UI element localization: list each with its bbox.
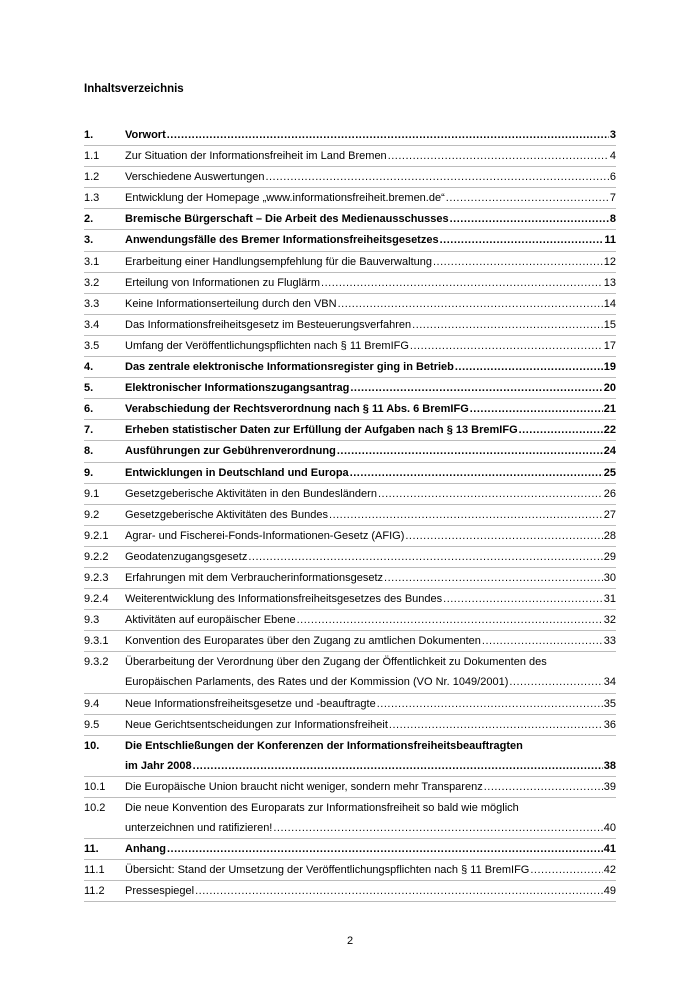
toc-entry-title: Keine Informationserteilung durch den VBN	[125, 297, 337, 310]
toc-entry[interactable]	[84, 146, 616, 167]
toc-entry-page: 26	[603, 487, 616, 500]
toc-entry-number: 11.	[84, 843, 99, 856]
toc-entry-page: 13	[603, 276, 616, 289]
toc-entry-page: 28	[603, 529, 616, 542]
toc-entry-title: Anwendungsfälle des Bremer Informationsfreiheitsgesetzes	[125, 234, 439, 247]
page-title: Inhaltsverzeichnis	[84, 83, 184, 95]
toc-entry-title: Vorwort	[125, 129, 166, 141]
toc-entry[interactable]	[84, 568, 616, 589]
toc-entry-number: 8.	[84, 445, 94, 458]
toc-entry[interactable]	[84, 777, 616, 798]
toc-entry-title: unterzeichnen und ratifizieren!	[125, 822, 273, 835]
dot-leader	[377, 697, 603, 711]
toc-entry-title: Das Informationsfreiheitsgesetz im Besteuerungsverfahren	[125, 318, 412, 331]
toc-entry[interactable]	[84, 652, 616, 672]
toc-entry-number: 3.1	[84, 255, 100, 268]
toc-entry-number: 9.4	[84, 697, 100, 710]
toc-entry-page: 24	[603, 445, 616, 458]
dot-leader	[450, 212, 609, 226]
toc-entry[interactable]	[84, 715, 616, 736]
dot-leader	[433, 255, 603, 269]
toc-entry[interactable]	[84, 589, 616, 610]
toc-entry[interactable]	[84, 756, 616, 777]
dot-leader	[338, 297, 603, 311]
toc-entry[interactable]	[84, 463, 616, 484]
dot-leader	[530, 863, 602, 877]
toc-entry[interactable]	[84, 631, 616, 652]
toc-entry-title: Zur Situation der Informationsfreiheit im Land Bremen	[125, 150, 387, 163]
toc-entry-page: 39	[603, 780, 616, 793]
toc-entry-number: 9.2	[84, 508, 100, 521]
toc-entry-title: Anhang	[125, 843, 166, 856]
dot-leader	[509, 675, 602, 689]
toc-entry-number: 9.	[84, 466, 94, 479]
dot-leader	[195, 884, 603, 898]
toc-entry-title: Aktivitäten auf europäischer Ebene	[125, 614, 296, 627]
toc-entry-title: Gesetzgeberische Aktivitäten des Bundes	[125, 508, 329, 521]
toc-entry-page: 8	[609, 213, 616, 226]
dot-leader	[482, 634, 603, 648]
toc-entry-page: 4	[609, 150, 616, 163]
dot-leader	[265, 170, 608, 184]
toc-entry[interactable]	[84, 294, 616, 315]
toc-entry-number: 9.2.1	[84, 529, 109, 542]
dot-leader	[484, 780, 603, 794]
toc-entry-title: Weiterentwicklung des Informationsfreiheitsgesetzes des Bundes	[125, 593, 443, 606]
dot-leader	[378, 487, 603, 501]
toc-entry-page: 3	[609, 129, 616, 141]
toc-entry[interactable]	[84, 252, 616, 273]
toc-entry-number: 2.	[84, 213, 94, 226]
toc-entry-number: 3.3	[84, 297, 100, 310]
toc-entry[interactable]	[84, 736, 616, 756]
dot-leader	[273, 821, 602, 835]
toc-entry-number: 4.	[84, 361, 94, 374]
toc-entry-number: 9.3	[84, 614, 100, 627]
toc-entry-page: 22	[603, 424, 616, 437]
toc-entry-page: 19	[603, 361, 616, 374]
toc-entry-page: 30	[603, 571, 616, 584]
toc-entry-number: 10.2	[84, 802, 106, 814]
toc-entry[interactable]	[84, 441, 616, 462]
toc-entry-page: 36	[603, 718, 616, 731]
toc-entry[interactable]	[84, 818, 616, 839]
dot-leader	[440, 233, 604, 247]
dot-leader	[297, 613, 603, 627]
dot-leader	[350, 466, 603, 480]
toc-entry[interactable]	[84, 798, 616, 818]
toc-entry-title: Erarbeitung einer Handlungsempfehlung für die Bauverwaltung	[125, 255, 432, 268]
toc-entry-title: Erheben statistischer Daten zur Erfüllung der Aufgaben nach § 13 BremIFG	[125, 424, 518, 437]
dot-leader	[389, 718, 603, 732]
toc-entry-page: 17	[603, 339, 616, 352]
toc-entry[interactable]	[84, 420, 616, 441]
toc-entry[interactable]	[84, 273, 616, 294]
toc-entry[interactable]	[84, 839, 616, 860]
toc-entry-number: 1.3	[84, 192, 100, 205]
toc-entry-title: Überarbeitung der Verordnung über den Zugang der Öffentlichkeit zu Dokumenten des	[125, 656, 547, 669]
toc-entry-page: 6	[609, 171, 616, 184]
toc-entry-page: 29	[603, 550, 616, 563]
toc-entry-number: 9.1	[84, 487, 100, 500]
toc-entry-page: 42	[603, 864, 616, 877]
toc-entry-title: Verabschiedung der Rechtsverordnung nach § 11 Abs. 6 BremIFG	[125, 403, 469, 416]
toc-entry[interactable]	[84, 336, 616, 357]
dot-leader	[412, 318, 603, 332]
toc-entry-title: Entwicklungen in Deutschland und Europa	[125, 466, 349, 479]
toc-entry-number: 3.	[84, 234, 94, 247]
toc-entry[interactable]	[84, 881, 616, 902]
toc-entry-number: 10.1	[84, 780, 106, 793]
toc-entry-number: 11.2	[84, 885, 105, 898]
toc-entry[interactable]	[84, 357, 616, 378]
toc-entry-number: 1.1	[84, 150, 100, 163]
table-of-contents	[84, 125, 616, 902]
toc-entry-title: Übersicht: Stand der Umsetzung der Veröffentlichungspflichten nach § 11 BremIFG	[125, 864, 530, 877]
dot-leader	[455, 360, 603, 374]
toc-entry-number: 6.	[84, 403, 94, 416]
dot-leader	[193, 759, 603, 773]
dot-leader	[519, 423, 603, 437]
toc-entry[interactable]	[84, 209, 616, 230]
toc-entry-number: 1.	[84, 129, 94, 141]
toc-entry[interactable]	[84, 378, 616, 399]
toc-entry-number: 9.2.3	[84, 571, 109, 584]
toc-entry-page: 7	[609, 192, 616, 205]
dot-leader	[470, 402, 603, 416]
toc-entry[interactable]	[84, 188, 616, 209]
toc-entry-page: 21	[603, 403, 616, 416]
dot-leader	[337, 444, 603, 458]
toc-entry-title: Elektronischer Informationszugangsantrag	[125, 382, 350, 395]
toc-entry[interactable]	[84, 860, 616, 881]
toc-entry-title: Umfang der Veröffentlichungspflichten nach § 11 BremIFG	[125, 339, 409, 352]
toc-entry-number: 11.1	[84, 864, 105, 877]
toc-entry-number: 3.4	[84, 318, 100, 331]
toc-entry[interactable]	[84, 167, 616, 188]
toc-entry-number: 3.2	[84, 276, 100, 289]
toc-entry-page: 32	[603, 614, 616, 627]
toc-entry-title: Die Europäische Union braucht nicht weniger, sondern mehr Transparenz	[125, 780, 483, 793]
toc-entry-number: 10.	[84, 739, 100, 752]
toc-entry-title: Ausführungen zur Gebührenverordnung	[125, 445, 336, 458]
toc-entry-number: 9.5	[84, 718, 100, 731]
toc-entry-page: 49	[603, 885, 616, 898]
toc-entry-number: 9.2.2	[84, 550, 109, 563]
toc-entry-title: im Jahr 2008	[125, 759, 192, 772]
toc-entry-page: 27	[603, 508, 616, 521]
dot-leader	[167, 128, 609, 142]
page-number: 2	[346, 935, 354, 947]
toc-entry-title: Neue Informationsfreiheitsgesetze und -beauftragte	[125, 697, 376, 710]
toc-entry-title: Neue Gerichtsentscheidungen zur Informationsfreiheit	[125, 718, 388, 731]
toc-entry-page: 40	[603, 822, 616, 835]
dot-leader	[405, 529, 602, 543]
toc-entry-page: 34	[603, 676, 616, 689]
toc-entry-number: 9.2.4	[84, 593, 109, 606]
toc-entry[interactable]	[84, 230, 616, 251]
toc-entry-title: Konvention des Europarates über den Zugang zu amtlichen Dokumenten	[125, 635, 481, 648]
toc-entry[interactable]	[84, 547, 616, 568]
toc-entry-page: 35	[603, 697, 616, 710]
toc-entry-title: Gesetzgeberische Aktivitäten in den Bundesländern	[125, 487, 377, 500]
toc-entry-number: 1.2	[84, 171, 100, 184]
dot-leader	[248, 550, 602, 564]
toc-entry[interactable]	[84, 505, 616, 526]
toc-entry-title: Die Entschließungen der Konferenzen der Informationsfreiheitsbeauftragten	[125, 739, 523, 752]
toc-entry-number: 3.5	[84, 339, 100, 352]
dot-leader	[384, 571, 603, 585]
toc-entry-page: 15	[603, 318, 616, 331]
toc-entry-title: Europäischen Parlaments, des Rates und der Kommission (VO Nr. 1049/2001)	[125, 676, 509, 689]
toc-entry-page: 38	[603, 759, 616, 772]
toc-entry[interactable]	[84, 610, 616, 631]
toc-entry[interactable]	[84, 526, 616, 547]
dot-leader	[329, 508, 603, 522]
toc-entry-page: 14	[603, 297, 616, 310]
dot-leader	[388, 149, 609, 163]
toc-entry-title: Bremische Bürgerschaft – Die Arbeit des Medienausschusses	[125, 213, 449, 226]
toc-entry-page: 25	[603, 466, 616, 479]
dot-leader	[350, 381, 602, 395]
dot-leader	[321, 276, 603, 290]
toc-entry[interactable]	[84, 672, 616, 693]
toc-entry[interactable]	[84, 399, 616, 420]
toc-entry-number: 5.	[84, 382, 94, 395]
toc-entry-title: Geodatenzugangsgesetz	[125, 550, 248, 563]
toc-entry-title: Erfahrungen mit dem Verbraucherinformationsgesetz	[125, 571, 384, 584]
toc-entry[interactable]	[84, 694, 616, 715]
toc-entry-number: 9.3.2	[84, 656, 109, 669]
dot-leader	[410, 339, 603, 353]
dot-leader	[446, 191, 609, 205]
toc-entry-title: Entwicklung der Homepage „www.informationsfreiheit.bremen.de“	[125, 192, 445, 205]
toc-entry-number: 9.3.1	[84, 635, 109, 648]
toc-entry-page: 41	[603, 843, 616, 856]
toc-entry-title: Verschiedene Auswertungen	[125, 171, 265, 184]
toc-entry-title: Die neue Konvention des Europarats zur Informationsfreiheit so bald wie möglich	[125, 802, 519, 814]
toc-entry-title: Agrar- und Fischerei-Fonds-Informationen-Gesetz (AFIG)	[125, 529, 405, 542]
dot-leader	[167, 842, 603, 856]
toc-entry-page: 31	[603, 593, 616, 606]
toc-entry[interactable]	[84, 484, 616, 505]
toc-entry-page: 33	[603, 635, 616, 648]
toc-entry-number: 7.	[84, 424, 94, 437]
dot-leader	[443, 592, 603, 606]
toc-entry[interactable]	[84, 315, 616, 336]
toc-entry-title: Das zentrale elektronische Informationsregister ging in Betrieb	[125, 361, 454, 374]
toc-entry-page: 20	[603, 382, 616, 395]
toc-entry-page: 12	[603, 255, 616, 268]
toc-entry-page: 11	[604, 234, 616, 247]
toc-entry-title: Pressespiegel	[125, 885, 195, 898]
toc-entry-title: Erteilung von Informationen zu Fluglärm	[125, 276, 321, 289]
toc-entry[interactable]	[84, 125, 616, 146]
